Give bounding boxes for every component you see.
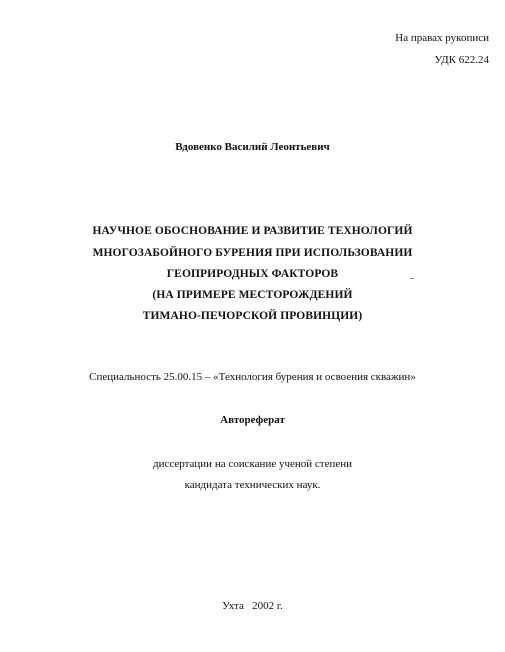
title-line-4: (НА ПРИМЕРЕ МЕСТОРОЖДЕНИЙ bbox=[152, 289, 353, 301]
title-line-1: НАУЧНОЕ ОБОСНОВАНИЕ И РАЗВИТИЕ ТЕХНОЛОГИЙ bbox=[92, 225, 413, 237]
udk-code: УДК 622.24 bbox=[434, 54, 489, 66]
title-line-2: МНОГОЗАБОЙНОГО БУРЕНИЯ ПРИ ИСПОЛЬЗОВАНИИ bbox=[92, 247, 413, 259]
place-and-year: Ухта 2002 г. bbox=[222, 600, 283, 612]
purpose-line-1: диссертации на соискание ученой степени bbox=[152, 458, 353, 470]
title-line-5: ТИМАНО-ПЕЧОРСКОЙ ПРОВИНЦИИ) bbox=[142, 310, 363, 322]
purpose-line-2: кандидата технических наук. bbox=[184, 479, 321, 491]
document-type: Автореферат bbox=[220, 414, 285, 426]
author-name: Вдовенко Василий Леонтьевич bbox=[175, 141, 330, 153]
rights-note: На правах рукописи bbox=[395, 32, 489, 44]
specialty-line: Специальность 25.00.15 – «Технология бурения и освоения скважин» bbox=[89, 371, 416, 383]
scan-speck bbox=[410, 278, 414, 279]
title-line-3: ГЕОПРИРОДНЫХ ФАКТОРОВ bbox=[166, 268, 339, 280]
